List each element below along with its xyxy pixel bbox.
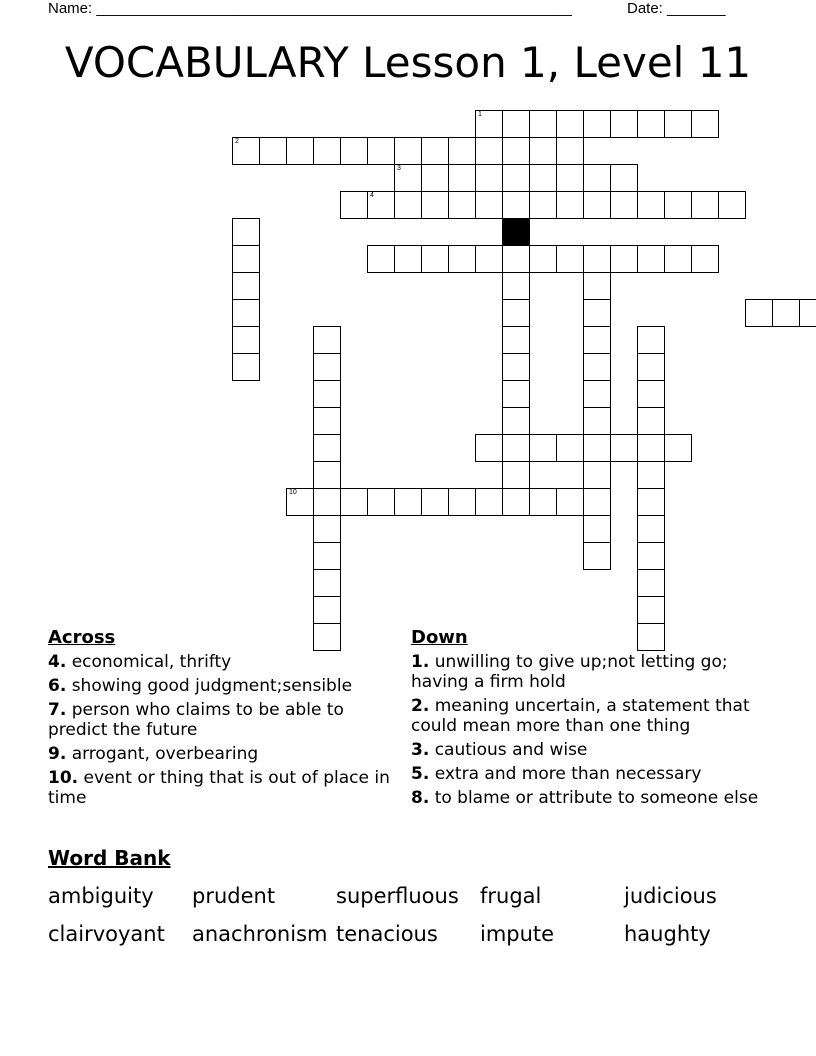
down-list xyxy=(411,652,761,808)
clue-text: arrogant, overbearing xyxy=(66,744,259,764)
grid-cell[interactable] xyxy=(232,218,260,246)
grid-cell[interactable] xyxy=(637,191,665,219)
word-bank-word: tenacious xyxy=(336,922,438,946)
grid-cell[interactable] xyxy=(394,191,422,219)
grid-cell[interactable] xyxy=(502,164,530,192)
down-clue xyxy=(411,696,761,736)
clue-text: showing good judgment;sensible xyxy=(66,676,353,696)
clue-text: meaning uncertain, a statement that could mean more than one thing xyxy=(411,696,750,736)
grid-cell[interactable] xyxy=(691,245,719,273)
grid-cell[interactable] xyxy=(421,137,449,165)
grid-cell[interactable] xyxy=(637,380,665,408)
grid-cell[interactable] xyxy=(502,353,530,381)
word-bank-heading: Word Bank xyxy=(48,846,171,870)
grid-cell[interactable] xyxy=(691,110,719,138)
grid-cell[interactable] xyxy=(556,434,584,462)
grid-cell[interactable] xyxy=(259,137,287,165)
grid-cell[interactable] xyxy=(718,191,746,219)
clue-text: economical, thrifty xyxy=(66,652,232,672)
across-list xyxy=(48,652,393,808)
grid-cell[interactable] xyxy=(637,245,665,273)
down-clue xyxy=(411,652,761,692)
grid-cell[interactable] xyxy=(637,569,665,597)
down-clue xyxy=(411,764,761,784)
grid-cell[interactable] xyxy=(421,164,449,192)
grid-cell[interactable] xyxy=(313,515,341,543)
grid-cell[interactable] xyxy=(583,515,611,543)
clue-number: 9. xyxy=(48,744,67,764)
grid-cell[interactable] xyxy=(394,245,422,273)
grid-cell[interactable] xyxy=(313,434,341,462)
grid-cell[interactable] xyxy=(394,488,422,516)
grid-cell[interactable] xyxy=(475,137,503,165)
page-title: VOCABULARY Lesson 1, Level 11 xyxy=(64,38,752,87)
grid-cell[interactable] xyxy=(502,461,530,489)
grid-cell[interactable] xyxy=(367,245,395,273)
grid-cell[interactable] xyxy=(529,488,557,516)
grid-cell[interactable] xyxy=(421,245,449,273)
cell-number: 10 xyxy=(289,489,297,496)
word-bank-word: ambiguity xyxy=(48,884,154,908)
clue-text: extra and more than necessary xyxy=(429,764,702,784)
across-clues xyxy=(48,628,393,812)
grid-cell[interactable] xyxy=(583,326,611,354)
grid-cell[interactable] xyxy=(637,596,665,624)
word-bank-word: impute xyxy=(480,922,555,946)
grid-cell[interactable] xyxy=(232,245,260,273)
grid-cell[interactable] xyxy=(637,110,665,138)
grid-cell[interactable] xyxy=(448,245,476,273)
across-clue xyxy=(48,676,393,696)
grid-cell[interactable] xyxy=(448,191,476,219)
grid-cell[interactable] xyxy=(691,191,719,219)
cell-number: 3 xyxy=(397,165,401,172)
word-bank-word: haughty xyxy=(624,922,711,946)
grid-cell[interactable] xyxy=(529,434,557,462)
grid-cell[interactable] xyxy=(583,353,611,381)
grid-cell[interactable] xyxy=(583,299,611,327)
grid-cell[interactable] xyxy=(664,434,692,462)
grid-cell[interactable] xyxy=(556,245,584,273)
grid-cell[interactable] xyxy=(610,164,638,192)
grid-cell[interactable] xyxy=(637,461,665,489)
grid-cell[interactable] xyxy=(583,542,611,570)
word-bank-word: prudent xyxy=(192,884,276,908)
grid-cell[interactable] xyxy=(475,110,503,138)
grid-cell[interactable] xyxy=(529,137,557,165)
grid-cell[interactable] xyxy=(313,326,341,354)
clue-text: event or thing that is out of place in time xyxy=(48,768,390,808)
grid-cell[interactable] xyxy=(502,191,530,219)
grid-cell[interactable] xyxy=(367,137,395,165)
grid-cell[interactable] xyxy=(475,191,503,219)
grid-cell[interactable] xyxy=(232,326,260,354)
grid-cell[interactable] xyxy=(529,164,557,192)
grid-cell[interactable] xyxy=(610,110,638,138)
clue-number: 8. xyxy=(411,788,430,808)
grid-cell[interactable] xyxy=(313,353,341,381)
grid-cell[interactable] xyxy=(556,110,584,138)
grid-cell[interactable] xyxy=(637,434,665,462)
down-clue xyxy=(411,740,761,760)
grid-cell[interactable] xyxy=(583,407,611,435)
clue-number: 10. xyxy=(48,768,79,788)
clue-number: 4. xyxy=(48,652,67,672)
grid-cell[interactable] xyxy=(502,110,530,138)
grid-cell[interactable] xyxy=(502,407,530,435)
clue-text: to blame or attribute to someone else xyxy=(429,788,759,808)
word-bank-word: anachronism xyxy=(192,922,328,946)
cell-number: 1 xyxy=(478,111,482,118)
grid-cell[interactable] xyxy=(583,110,611,138)
grid-cell[interactable] xyxy=(313,137,341,165)
grid-cell[interactable] xyxy=(637,353,665,381)
clue-number: 2. xyxy=(411,696,430,716)
grid-cell[interactable] xyxy=(313,596,341,624)
grid-cell[interactable] xyxy=(421,488,449,516)
grid-cell[interactable] xyxy=(502,326,530,354)
grid-cell[interactable] xyxy=(745,299,773,327)
grid-cell[interactable] xyxy=(502,137,530,165)
grid-cell[interactable] xyxy=(313,380,341,408)
grid-cell[interactable] xyxy=(502,434,530,462)
grid-cell[interactable] xyxy=(232,137,260,165)
clue-number: 7. xyxy=(48,700,67,720)
clue-text: cautious and wise xyxy=(429,740,588,760)
grid-cell[interactable] xyxy=(421,191,449,219)
down-heading: Down xyxy=(411,627,468,648)
across-clue xyxy=(48,700,393,740)
cell-number: 2 xyxy=(235,138,239,145)
grid-cell[interactable] xyxy=(313,407,341,435)
grid-cell[interactable] xyxy=(637,515,665,543)
grid-cell[interactable] xyxy=(502,380,530,408)
clue-number: 5. xyxy=(411,764,430,784)
grid-cell[interactable] xyxy=(475,245,503,273)
grid-cell[interactable] xyxy=(367,191,395,219)
grid-cell[interactable] xyxy=(529,191,557,219)
grid-cell[interactable] xyxy=(583,164,611,192)
name-field: Name: _________________________________________________________ xyxy=(48,0,572,17)
word-bank-word: clairvoyant xyxy=(48,922,165,946)
grid-cell[interactable] xyxy=(664,191,692,219)
clue-number: 3. xyxy=(411,740,430,760)
grid-cell[interactable] xyxy=(313,488,341,516)
grid-cell[interactable] xyxy=(502,488,530,516)
grid-cell[interactable] xyxy=(610,245,638,273)
grid-cell[interactable] xyxy=(313,542,341,570)
grid-cell[interactable] xyxy=(232,299,260,327)
grid-cell[interactable] xyxy=(583,191,611,219)
grid-cell[interactable] xyxy=(556,488,584,516)
grid-cell[interactable] xyxy=(610,434,638,462)
clue-text: person who claims to be able to predict the future xyxy=(48,700,344,740)
down-clues xyxy=(411,628,761,812)
grid-cell[interactable] xyxy=(583,380,611,408)
grid-cell[interactable] xyxy=(637,542,665,570)
grid-cell[interactable] xyxy=(286,488,314,516)
grid-cell[interactable] xyxy=(475,488,503,516)
across-clue xyxy=(48,652,393,672)
grid-cell[interactable] xyxy=(502,245,530,273)
cell-number: 4 xyxy=(370,192,374,199)
grid-cell[interactable] xyxy=(556,164,584,192)
grid-cell[interactable] xyxy=(340,137,368,165)
grid-cell[interactable] xyxy=(637,326,665,354)
grid-cell[interactable] xyxy=(367,488,395,516)
date-field: Date: _______ xyxy=(627,0,726,17)
word-bank-word: superfluous xyxy=(336,884,459,908)
grid-cell[interactable] xyxy=(637,407,665,435)
grid-cell[interactable] xyxy=(583,461,611,489)
grid-cell[interactable] xyxy=(799,299,816,327)
grid-cell[interactable] xyxy=(340,488,368,516)
grid-cell[interactable] xyxy=(475,164,503,192)
clue-text: unwilling to give up;not letting go; having a firm hold xyxy=(411,652,728,692)
across-clue xyxy=(48,744,393,764)
grid-cell[interactable] xyxy=(664,245,692,273)
grid-cell[interactable] xyxy=(232,272,260,300)
grid-cell[interactable] xyxy=(394,137,422,165)
grid-cell[interactable] xyxy=(313,461,341,489)
grid-cell[interactable] xyxy=(529,110,557,138)
grid-cell[interactable] xyxy=(340,191,368,219)
grid-cell[interactable] xyxy=(475,434,503,462)
grid-cell[interactable] xyxy=(448,164,476,192)
clue-number: 1. xyxy=(411,652,430,672)
grid-cell[interactable] xyxy=(583,272,611,300)
black-cell xyxy=(502,218,530,246)
grid-cell[interactable] xyxy=(394,164,422,192)
grid-cell[interactable] xyxy=(610,191,638,219)
grid-cell[interactable] xyxy=(556,191,584,219)
grid-cell[interactable] xyxy=(286,137,314,165)
grid-cell[interactable] xyxy=(556,137,584,165)
across-heading: Across xyxy=(48,627,116,648)
grid-cell[interactable] xyxy=(529,245,557,273)
down-clue xyxy=(411,788,761,808)
grid-cell[interactable] xyxy=(448,488,476,516)
word-bank-word: judicious xyxy=(624,884,717,908)
word-bank-word: frugal xyxy=(480,884,542,908)
grid-cell[interactable] xyxy=(583,245,611,273)
grid-cell[interactable] xyxy=(583,434,611,462)
grid-cell[interactable] xyxy=(637,488,665,516)
grid-cell[interactable] xyxy=(502,272,530,300)
grid-cell[interactable] xyxy=(448,137,476,165)
grid-cell[interactable] xyxy=(583,488,611,516)
grid-cell[interactable] xyxy=(772,299,800,327)
grid-cell[interactable] xyxy=(313,569,341,597)
clue-number: 6. xyxy=(48,676,67,696)
across-clue xyxy=(48,768,393,808)
grid-cell[interactable] xyxy=(502,299,530,327)
grid-cell[interactable] xyxy=(664,110,692,138)
grid-cell[interactable] xyxy=(232,353,260,381)
